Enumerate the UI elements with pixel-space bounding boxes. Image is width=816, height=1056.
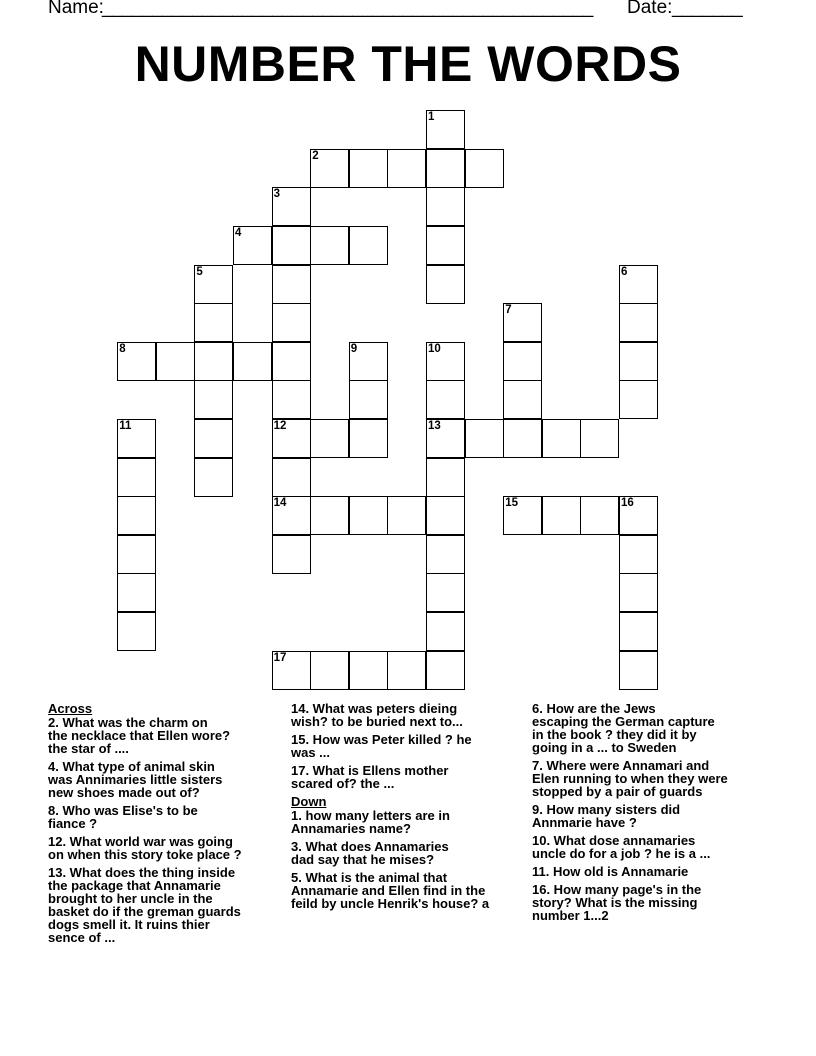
grid-cell[interactable]: [465, 419, 504, 458]
clue: 8. Who was Elise's to be fiance ?: [48, 803, 198, 831]
grid-cell[interactable]: [619, 573, 658, 612]
clues-column-2: [291, 702, 531, 915]
grid-cell[interactable]: [619, 612, 658, 651]
grid-cell[interactable]: [117, 419, 156, 458]
grid-cell[interactable]: [117, 573, 156, 612]
grid-cell[interactable]: [117, 535, 156, 574]
grid-cell[interactable]: [426, 535, 465, 574]
grid-cell[interactable]: [310, 149, 349, 188]
page-title: NUMBER THE WORDS: [134, 36, 682, 92]
grid-cell[interactable]: [194, 303, 233, 342]
clue-number: 17: [273, 651, 287, 664]
grid-cell[interactable]: [349, 149, 388, 188]
clue: 11. How old is Annamarie: [532, 864, 689, 879]
grid-cell[interactable]: [194, 419, 233, 458]
grid-cell[interactable]: [233, 226, 272, 265]
clue: 14. What was peters dieing wish? to be buried next to...: [291, 701, 463, 729]
clue: 15. How was Peter killed ? he was ...: [291, 732, 472, 760]
clues-column-1: [48, 702, 283, 949]
grid-cell[interactable]: [272, 458, 311, 497]
grid-cell[interactable]: [272, 303, 311, 342]
grid-cell[interactable]: [619, 496, 658, 535]
name-label: Name:: [48, 0, 104, 18]
grid-cell[interactable]: [117, 342, 156, 381]
grid-cell[interactable]: [619, 651, 658, 690]
grid-cell[interactable]: [542, 419, 581, 458]
clue-number: 11: [119, 420, 132, 432]
grid-cell[interactable]: [387, 496, 426, 535]
across-heading: Across: [48, 701, 93, 716]
grid-cell[interactable]: [349, 419, 388, 458]
clue-number: 16: [621, 497, 634, 510]
clue: 17. What is Ellens mother scared of? the ...: [291, 763, 449, 791]
grid-cell[interactable]: [542, 496, 581, 535]
grid-cell[interactable]: [194, 380, 233, 419]
clue: 1. how many letters are in Annamaries name?: [291, 808, 450, 836]
clue-number: 15: [505, 497, 518, 510]
grid-cell[interactable]: [272, 419, 311, 458]
grid-cell[interactable]: [349, 651, 388, 690]
grid-cell[interactable]: [426, 496, 465, 535]
clue: 2. What was the charm on the necklace that Ellen wore? the star of ....: [48, 715, 231, 756]
grid-cell[interactable]: [619, 342, 658, 381]
clue-number: 14: [273, 497, 287, 510]
grid-cell[interactable]: [426, 419, 465, 458]
clue-number: 2: [312, 149, 319, 162]
grid-cell[interactable]: [619, 265, 658, 304]
grid-cell[interactable]: [117, 496, 156, 535]
grid-cell[interactable]: [426, 458, 465, 497]
grid-cell[interactable]: [272, 496, 311, 535]
grid-cell[interactable]: [426, 226, 465, 265]
clue: 10. What dose annamaries uncle do for a job ? he is a ...: [532, 833, 711, 861]
grid-cell[interactable]: [426, 187, 465, 226]
clue-number: 9: [350, 342, 358, 355]
clue-number: 10: [428, 342, 441, 355]
grid-cell[interactable]: [194, 265, 233, 304]
grid-cell[interactable]: [272, 535, 311, 574]
clues-column-3: [532, 702, 772, 927]
grid-cell[interactable]: [426, 651, 465, 690]
grid-cell[interactable]: [194, 458, 233, 497]
grid-cell[interactable]: [272, 265, 311, 304]
grid-cell[interactable]: [426, 573, 465, 612]
clue: 6. How are the Jews escaping the German capture in the book ? they did it by going in a ... to Sweden: [532, 701, 715, 755]
grid-cell[interactable]: [619, 303, 658, 342]
grid-cell[interactable]: [503, 303, 542, 342]
grid-cell[interactable]: [194, 342, 233, 381]
clue-number: 6: [621, 265, 628, 278]
clue: 9. How many sisters did Annmarie have ?: [532, 802, 681, 830]
clue: 16. How many page's in the story? What is the missing number 1...2: [532, 882, 702, 923]
grid-cell[interactable]: [349, 226, 388, 265]
grid-cell[interactable]: [426, 149, 465, 188]
grid-cell[interactable]: [580, 419, 619, 458]
down-heading: Down: [291, 794, 327, 809]
clue-number: 13: [428, 420, 441, 432]
clue: 4. What type of animal skin was Annimaries little sisters new shoes made out of?: [48, 759, 223, 800]
clue: 3. What does Annamaries dad say that he mises?: [291, 839, 449, 867]
grid-cell[interactable]: [272, 342, 311, 381]
grid-cell[interactable]: [503, 496, 542, 535]
grid-cell[interactable]: [619, 380, 658, 419]
grid-cell[interactable]: [426, 612, 465, 651]
clue: 5. What is the animal that Annamarie and Ellen find in the feild by uncle Henrik's house? a: [291, 870, 490, 911]
grid-cell[interactable]: [117, 458, 156, 497]
clue-number: 3: [273, 188, 280, 201]
grid-cell[interactable]: [272, 226, 311, 265]
clue-number: 5: [196, 265, 203, 278]
grid-cell[interactable]: [387, 651, 426, 690]
clue-number: 8: [119, 342, 126, 355]
grid-cell[interactable]: [156, 342, 195, 381]
grid-cell[interactable]: [310, 419, 349, 458]
name-line: _________________________________________________: [102, 0, 593, 18]
grid-cell[interactable]: [503, 380, 542, 419]
grid-cell[interactable]: [426, 342, 465, 381]
grid-cell[interactable]: [349, 342, 388, 381]
clue: 13. What does the thing inside the package that Annamarie brought to her uncle in the basket do if the greman guards dogs smell it. It ruins thier sence of ...: [48, 865, 241, 945]
grid-cell[interactable]: [349, 496, 388, 535]
clue-number: 4: [235, 227, 242, 239]
date-line: _______: [672, 0, 743, 18]
clue-number: 1: [428, 111, 435, 124]
grid-cell[interactable]: [465, 149, 504, 188]
grid-cell[interactable]: [426, 265, 465, 304]
grid-cell[interactable]: [503, 342, 542, 381]
grid-cell[interactable]: [272, 187, 311, 226]
grid-cell[interactable]: [272, 380, 311, 419]
date-label: Date:: [627, 0, 673, 18]
grid-cell[interactable]: [426, 380, 465, 419]
grid-cell[interactable]: [310, 651, 349, 690]
grid-cell[interactable]: [349, 380, 388, 419]
grid-cell[interactable]: [117, 612, 156, 651]
grid-cell[interactable]: [310, 496, 349, 535]
grid-cell[interactable]: [310, 226, 349, 265]
grid-cell[interactable]: [426, 110, 465, 149]
clue: 12. What world war was going on when this story toke place ?: [48, 834, 242, 862]
clue-number: 12: [273, 420, 287, 432]
grid-cell[interactable]: [503, 419, 542, 458]
clue-number: 7: [505, 304, 512, 317]
grid-cell[interactable]: [580, 496, 619, 535]
grid-cell[interactable]: [233, 342, 272, 381]
clue: 7. Where were Annamari and Elen running to when they were stopped by a pair of guards: [532, 758, 728, 799]
grid-cell[interactable]: [272, 651, 311, 690]
grid-cell[interactable]: [619, 535, 658, 574]
grid-cell[interactable]: [387, 149, 426, 188]
